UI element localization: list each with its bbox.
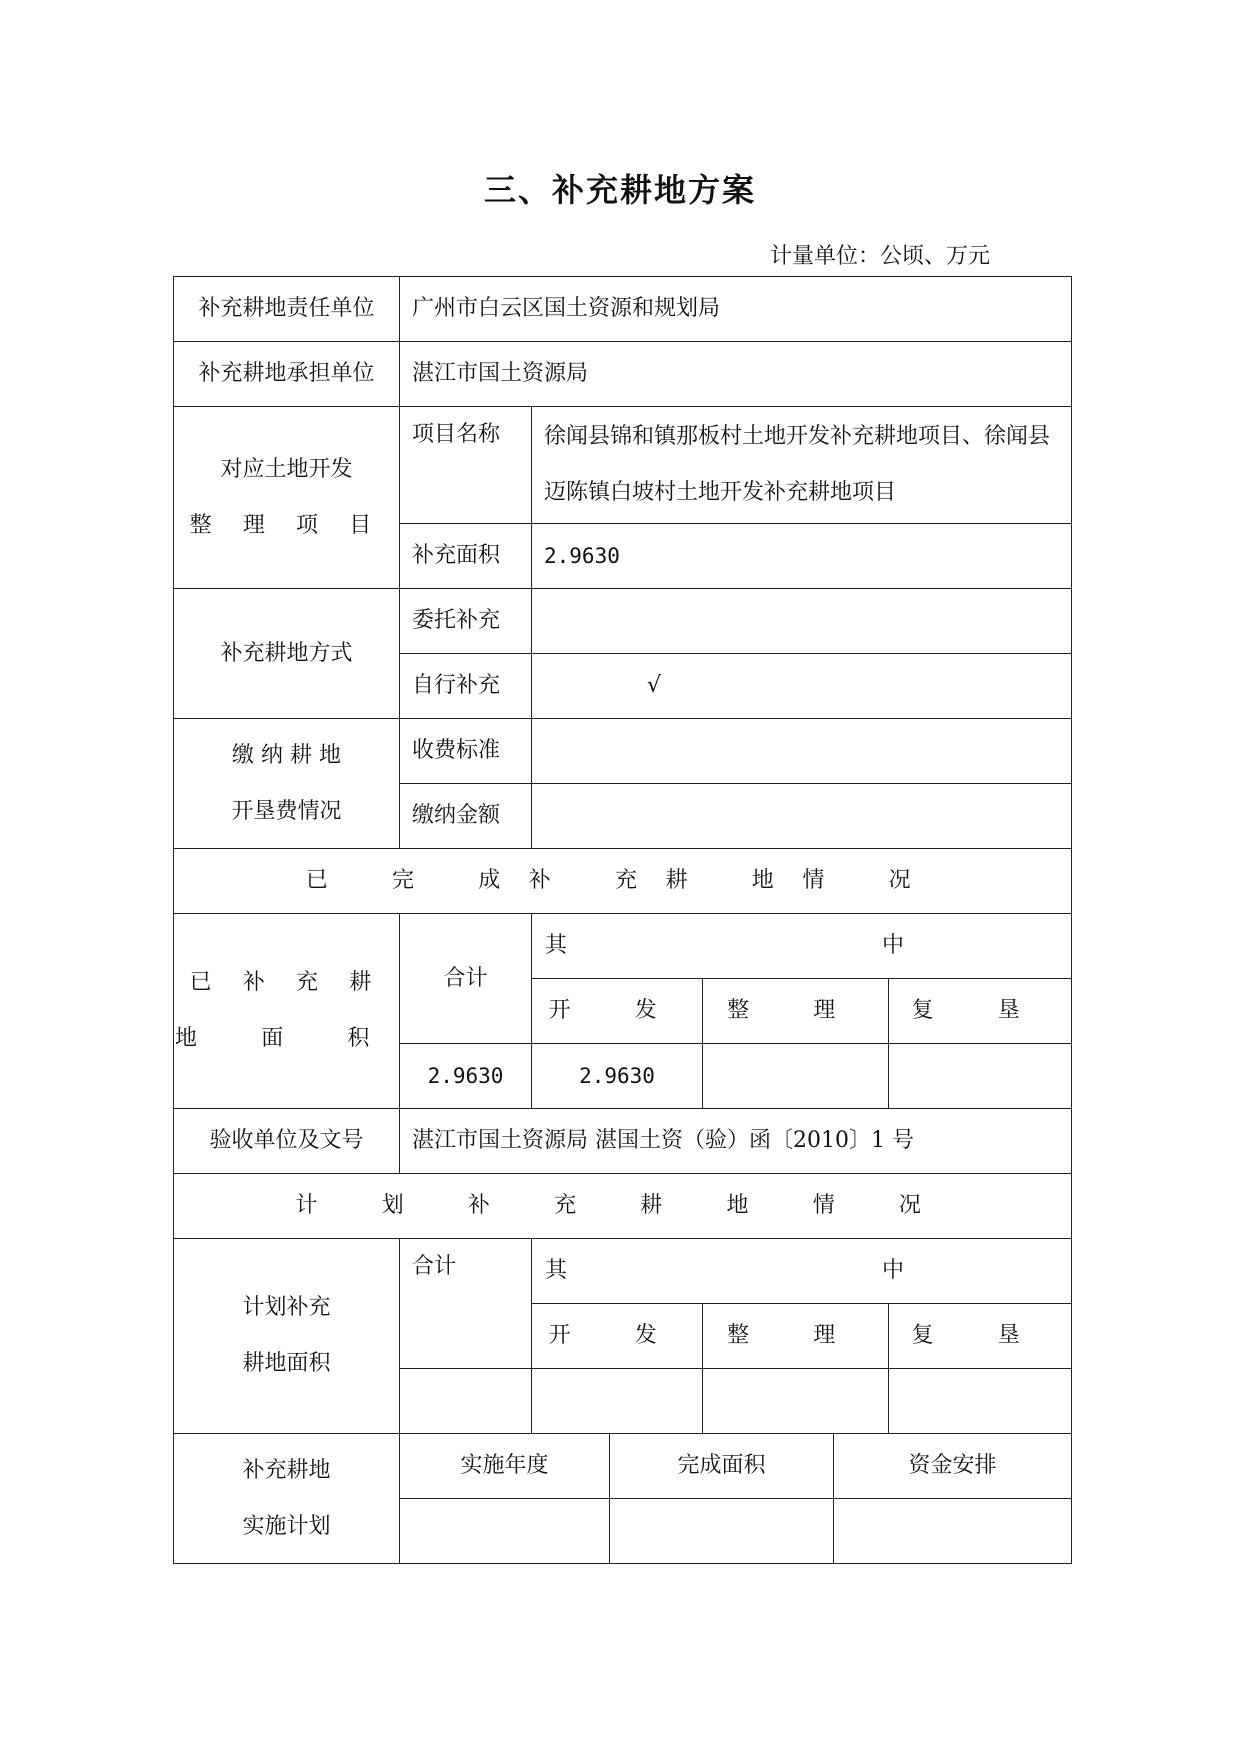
planned-reclaim-value [889,1369,1072,1434]
planned-of-which: 其 中 [532,1239,1072,1304]
planned-section-header: 计 划 补 充 耕 地 情 况 [174,1174,1072,1239]
implementation-fund-value [834,1499,1072,1564]
planned-area-label-line1: 计划补充 [242,1295,331,1320]
self-value-checkmark: √ [532,654,1072,719]
fee-label-line1: 缴 纳 耕 地 [232,742,341,768]
implementation-fund-header: 资金安排 [834,1434,1072,1499]
project-label [174,407,400,589]
implementation-year-header: 实施年度 [400,1434,610,1499]
completed-develop-value: 2.9630 [532,1044,703,1109]
completed-arrange-header: 整 理 [703,979,889,1044]
row-fee-standard [174,719,1072,784]
fee-amount-value [532,784,1072,849]
completed-develop-header: 开 发 [532,979,703,1044]
project-label-line2: 整 理 项 目 [189,512,384,538]
implementation-label-line2: 实施计划 [242,1513,331,1539]
planned-arrange-header: 整 理 [703,1304,889,1369]
completed-area-label-line1: 已 补 充 耕 [189,970,384,995]
implementation-label-line1: 补充耕地 [242,1457,331,1483]
self-label: 自行补充 [400,654,532,719]
row-completed-of-which [174,914,1072,979]
completed-arrange-value [703,1044,889,1109]
planned-develop-header: 开 发 [532,1304,703,1369]
row-completed-header [174,849,1072,914]
planned-arrange-value [703,1369,889,1434]
responsible-unit-label: 补充耕地责任单位 [174,277,400,342]
project-area-label: 补充面积 [400,524,532,589]
planned-reclaim-header: 复 垦 [889,1304,1072,1369]
completed-section-header: 已 完 成补 充耕 地情 况 [174,849,1072,914]
fee-standard-label: 收费标准 [400,719,532,784]
unit-note: 计量单位：公顷、万元 [770,244,991,269]
fee-label [174,719,400,849]
row-responsible-unit [174,277,1072,342]
undertaking-unit-value: 湛江市国土资源局 [400,342,1072,407]
project-name-value: 徐闻县锦和镇那板村土地开发补充耕地项目、徐闻县迈陈镇白坡村土地开发补充耕地项目 [532,407,1072,524]
planned-area-label-line2: 耕地面积 [242,1351,331,1376]
completed-area-label [174,914,400,1109]
cultivated-land-plan-table [173,276,1072,1564]
implementation-area-header: 完成面积 [610,1434,834,1499]
completed-total-label: 合计 [400,914,532,1044]
row-planned-header [174,1174,1072,1239]
row-undertaking-unit [174,342,1072,407]
planned-develop-value [532,1369,703,1434]
acceptance-label: 验收单位及文号 [174,1109,400,1174]
completed-reclaim-value [889,1044,1072,1109]
implementation-label [174,1434,400,1564]
method-label: 补充耕地方式 [174,589,400,719]
fee-label-line2: 开垦费情况 [231,798,342,824]
completed-total-value: 2.9630 [400,1044,532,1109]
planned-total-value [400,1369,532,1434]
implementation-area-value [610,1499,834,1564]
completed-of-which: 其 中 [532,914,1072,979]
acceptance-value: 湛江市国土资源局 湛国土资（验）函〔2010〕1 号 [400,1109,1072,1174]
undertaking-unit-label: 补充耕地承担单位 [174,342,400,407]
row-method-entrust [174,589,1072,654]
row-implementation-headers [174,1434,1072,1499]
fee-amount-label: 缴纳金额 [400,784,532,849]
planned-total-label: 合计 [400,1239,532,1369]
row-acceptance [174,1109,1072,1174]
project-area-value: 2.9630 [532,524,1072,589]
project-name-label: 项目名称 [400,407,532,524]
page-title: 三、补充耕地方案 [483,171,756,209]
entrust-label: 委托补充 [400,589,532,654]
row-project-name [174,407,1072,524]
entrust-value [532,589,1072,654]
fee-standard-value [532,719,1072,784]
planned-area-label [174,1239,400,1434]
completed-reclaim-header: 复 垦 [889,979,1072,1044]
responsible-unit-value: 广州市白云区国土资源和规划局 [400,277,1072,342]
project-label-line1: 对应土地开发 [220,456,353,482]
implementation-year-value [400,1499,610,1564]
row-planned-of-which [174,1239,1072,1304]
completed-area-label-line2: 地 面 积 [175,1026,398,1051]
